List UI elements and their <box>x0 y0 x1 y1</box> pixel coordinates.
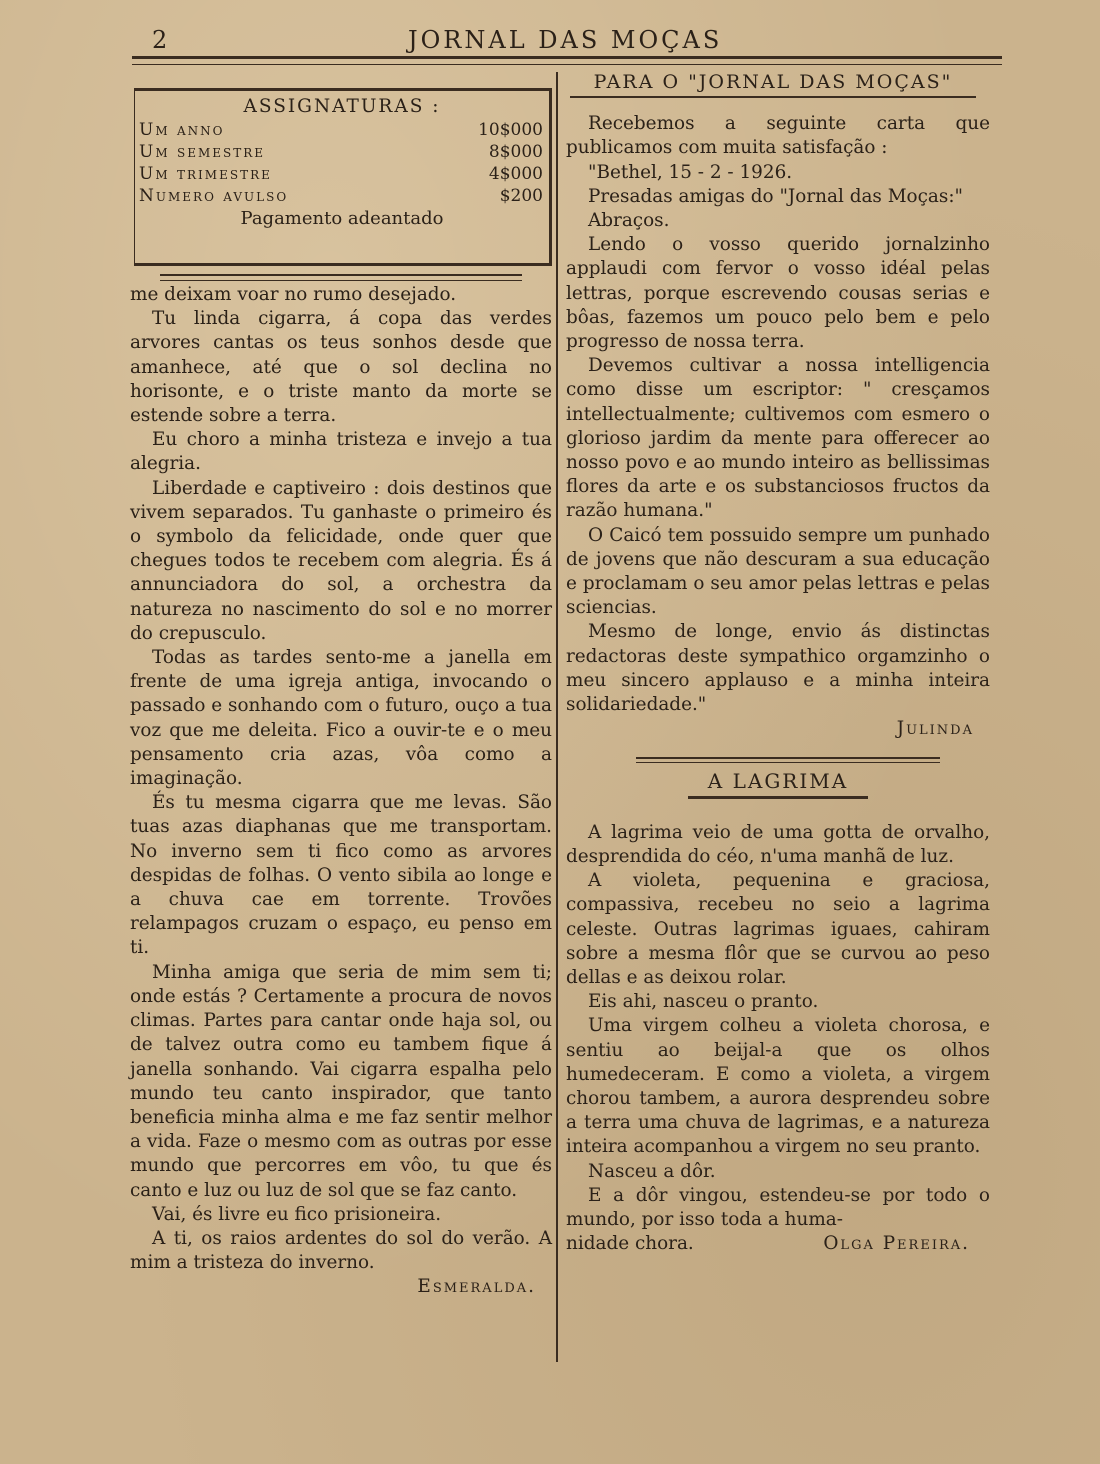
letter-paragraph: Presadas amigas do "Jornal das Moças:" <box>588 185 963 207</box>
header-rule <box>132 56 1002 65</box>
letter-signature: Julinda <box>896 718 974 740</box>
article-paragraph: me deixam voar no rumo desejado. <box>130 284 457 305</box>
subscription-label: Um anno <box>139 120 225 141</box>
article-closing-line <box>566 1232 990 1256</box>
subscription-price: 4$000 <box>488 164 543 185</box>
letter-paragraph: Lendo o vosso querido jornalzinho applaudi com fervor o vosso idéal pelas lettras, porque escrevendo cousas serias e bôas, fazemos um pouco pelo bem e pelo progresso de nossa terra. <box>566 234 990 353</box>
article-signature: Esmeralda. <box>417 1276 536 1298</box>
article-last-words: nidade chora. <box>566 1233 694 1255</box>
section-rule <box>636 757 940 763</box>
article-paragraph: Minha amiga que seria de mim sem ti; onde estás ? Certamente a procura de novos climas. Partes para cantar onde haja sol, ou de talvez outra como eu tambem fique á janella sonhando. Vai cigarra espalha pelo mundo teu canto inspirador, que tanto beneficia minha alma e me faz sentir melhor a vida. Faze o mesmo com as outras por esse mundo que percorres em vôo, tu que és canto e luz ou luz de sol que se faz canto. <box>130 961 552 1201</box>
article-paragraph: Uma virgem colheu a violeta chorosa, e sentiu ao beijal-a que os olhos humedeceram. E como a violeta, a virgem chorou tambem, a aurora desprendeu sobre a terra uma chuva de lagrimas, e a natureza inteira acompanhou a virgem no seu pranto. <box>566 1015 990 1158</box>
article-paragraph: Vai, és livre eu fico prisioneira. <box>152 1203 442 1225</box>
article-paragraph: Nasceu a dôr. <box>588 1160 716 1182</box>
subscriptions-title: ASSIGNATURAS : <box>243 96 441 117</box>
subscription-label: Numero avulso <box>139 186 289 207</box>
article-paragraph: És tu mesma cigarra que me levas. São tuas azas diaphanas que me transportam. No inverno sem ti fico como as arvores despidas de folhas. O vento sibila ao longe e a chuva cae em torrente. Trovões relampagos cruzam o espaço, eu penso em ti. <box>130 792 552 959</box>
left-column <box>130 70 552 1300</box>
letter-paragraph: O Caicó tem possuido sempre um punhado de jovens que não descuram a sua educação e proclamam o seu amor pelas lettras e pelas sciencias. <box>566 524 990 619</box>
subscription-price: $200 <box>499 186 543 207</box>
subscriptions-box <box>134 88 552 266</box>
article-paragraph: A violeta, pequenina e graciosa, compassiva, recebeu no seio a lagrima celeste. Outras lagrimas iguaes, cahiram sobre a mesma flôr que se curvou ao peso dellas e as deixou rolar. <box>566 870 990 988</box>
subscription-label: Um trimestre <box>139 164 272 185</box>
subscription-price: 10$000 <box>478 120 543 141</box>
letter-paragraph: Mesmo de longe, envio ás distinctas redactoras deste sympathico orgamzinho o meu sincero applauso e a minha inteira solidariedade." <box>566 621 990 716</box>
subscription-row <box>135 141 549 163</box>
letter-paragraph: "Bethel, 15 - 2 - 1926. <box>588 161 793 183</box>
page-number: 2 <box>152 26 169 54</box>
subscription-row <box>135 119 549 141</box>
letter-title: PARA O "JORNAL DAS MOÇAS" <box>570 70 976 98</box>
article-paragraph: E a dôr vingou, estendeu-se por todo o mundo, por isso toda a huma- <box>566 1184 990 1230</box>
subscription-price: 8$000 <box>488 142 543 163</box>
article-paragraph: Tu linda cigarra, á copa das verdes arvores cantas os teus sonhos desde que amanhece, até que o sol declina no horisonte, e o triste manto da morte se estende sobre a terra. <box>130 308 552 427</box>
column-divider <box>556 72 558 1362</box>
subscription-label: Um semestre <box>139 142 266 163</box>
letter-paragraph: Devemos cultivar a nossa intelligencia como disse um escriptor: " cresçamos intellectualmente; cultivemos com esmero o glorioso jardim da mente para offerecer ao nosso povo e ao mundo inteiro as bellissimas flores da arte e os substanciosos fructos da razão humana." <box>566 355 990 522</box>
subscriptions-footer: Pagamento adeantado <box>240 208 444 230</box>
page-header <box>130 24 1000 56</box>
article-paragraph: Eis ahi, nasceu o pranto. <box>588 991 819 1013</box>
masthead: JORNAL DAS MOÇAS <box>408 26 723 54</box>
subscription-row <box>135 185 549 207</box>
section-rule <box>160 274 522 281</box>
article-paragraph: Liberdade e captiveiro : dois destinos que vivem separados. Tu ganhaste o primeiro és o symbolo da felicidade, onde quer que chegues todos te recebem com alegria. És á annunciadora do sol, a orchestra da natureza no nascimento do sol e no morrer do crepusculo. <box>130 477 552 644</box>
subscription-row <box>135 163 549 185</box>
right-column <box>566 70 990 1256</box>
article-signature: Olga Pereira. <box>823 1233 970 1255</box>
article-paragraph: A lagrima veio de uma gotta de orvalho, desprendida do céo, n'uma manhã de luz. <box>566 821 990 867</box>
article-paragraph: Todas as tardes sento-me a janella em frente de uma igreja antiga, invocando o passado e sonhando com o futuro, ouço a tua voz que me deleita. Fico a ouvir-te e o meu pensamento cria azas, vôa como a imaginação. <box>130 647 552 790</box>
article-paragraph: A ti, os raios ardentes do sol do verão. A mim a tristeza do inverno. <box>130 1227 552 1274</box>
letter-paragraph: Recebemos a seguinte carta que publicamos com muita satisfação : <box>566 113 990 159</box>
article-paragraph: Eu choro a minha tristeza e invejo a tua alegria. <box>130 429 552 475</box>
article-title: A LAGRIMA <box>688 769 868 798</box>
letter-paragraph: Abraços. <box>588 210 670 232</box>
